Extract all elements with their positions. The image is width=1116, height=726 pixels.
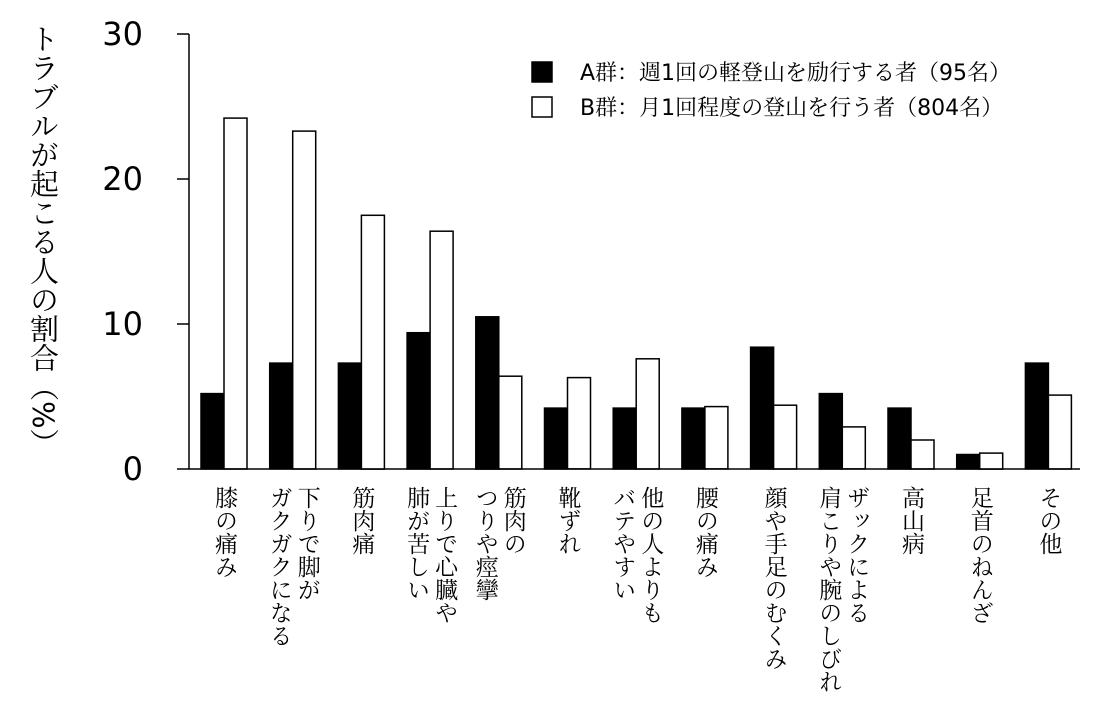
- bar-b-2: [361, 215, 384, 469]
- bar-b-4: [499, 376, 522, 469]
- category-label-11: 足首のねんざ: [966, 486, 993, 624]
- bar-a-4: [476, 317, 499, 469]
- bar-b-1: [293, 131, 316, 469]
- category-label-3: 上りで心臓や 肺が苦しい: [403, 486, 458, 624]
- category-label-1: 下りで脚が ガクガクになる: [265, 486, 320, 647]
- bar-a-9: [819, 394, 842, 469]
- y-axis-title: トラブルが起こる人の割合（%）: [26, 23, 60, 458]
- category-label-8: 顔や手足のむくみ: [760, 486, 787, 670]
- legend-swatch-1: [532, 97, 552, 117]
- bar-a-3: [407, 333, 430, 469]
- y-tick-label-0: 0: [122, 450, 143, 488]
- bar-b-7: [705, 407, 728, 469]
- bar-a-8: [751, 347, 774, 469]
- category-label-6: 他の人よりも バテやすい: [609, 486, 664, 624]
- y-tick-label-10: 10: [102, 305, 143, 343]
- legend-label-1: B群：月1回程度の登山を行う者（804名）: [580, 96, 1004, 121]
- bar-b-3: [430, 231, 453, 469]
- bar-a-5: [545, 408, 568, 469]
- bar-b-8: [774, 405, 797, 469]
- category-label-2: 筋肉痛: [348, 486, 375, 555]
- y-tick-label-20: 20: [102, 160, 143, 198]
- category-label-12: その他: [1035, 486, 1062, 555]
- legend-swatch-0: [532, 62, 552, 82]
- category-label-4: 筋肉の つりや痙攣: [471, 486, 526, 601]
- bar-b-0: [224, 118, 247, 469]
- category-label-0: 膝の痛み: [211, 486, 237, 578]
- category-label-9: ザックによる 肩こりや腕のしびれ: [815, 486, 870, 693]
- bar-a-11: [957, 455, 980, 470]
- y-ticks-layer: [102, 15, 189, 488]
- bar-b-12: [1048, 395, 1071, 469]
- bar-b-11: [980, 453, 1003, 469]
- bars-layer: [201, 118, 1071, 469]
- legend-label-0: A群：週1回の軽登山を励行する者（95名）: [580, 61, 1012, 86]
- bar-a-12: [1025, 363, 1048, 469]
- bar-b-6: [636, 359, 659, 469]
- bar-b-5: [568, 378, 591, 469]
- bar-a-7: [682, 408, 705, 469]
- category-label-10: 高山病: [898, 486, 924, 555]
- y-tick-label-30: 30: [102, 15, 143, 53]
- bar-b-10: [911, 440, 934, 469]
- legend: [532, 61, 1011, 121]
- category-label-7: 腰の痛み: [691, 486, 718, 578]
- bar-a-6: [613, 408, 636, 469]
- bar-b-9: [842, 427, 865, 469]
- bar-a-0: [201, 394, 224, 469]
- bar-a-10: [888, 408, 911, 469]
- bar-a-2: [338, 363, 361, 469]
- category-label-5: 靴ずれ: [554, 486, 581, 555]
- bar-a-1: [270, 363, 293, 469]
